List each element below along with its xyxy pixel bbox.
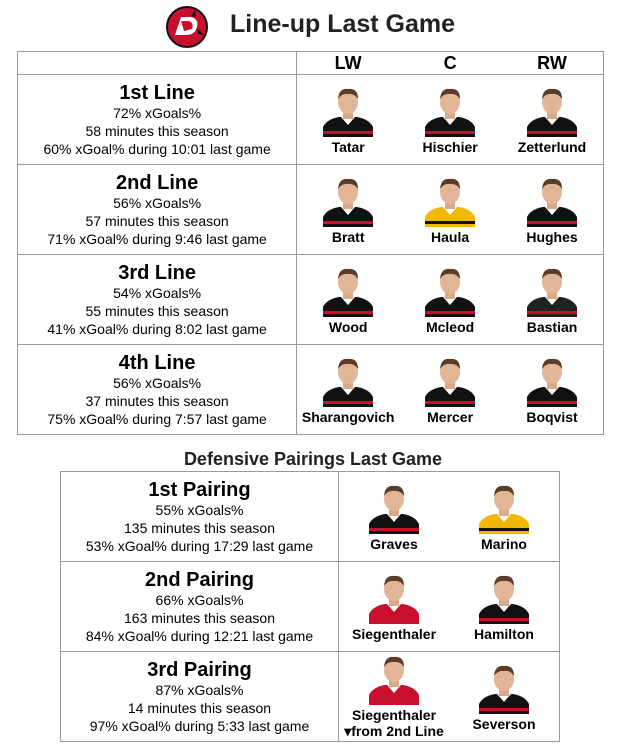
player-headshot-icon [525,355,579,407]
line-last-game: 75% xGoal% during 7:57 last game [47,410,267,427]
player-name: Marino [481,535,527,552]
line-xgoals: 56% xGoals% [113,374,202,391]
player-name: Haula [431,228,470,245]
line-last-game: 41% xGoal% during 8:02 last game [47,320,267,337]
pairing-name: 1st Pairing [148,478,251,501]
devils-logo-icon [164,5,210,49]
player-name: Severson [472,715,536,732]
defense-title: Defensive Pairings Last Game [183,449,443,469]
line-row [18,255,604,345]
forward-header-row [18,52,604,75]
header-rw: RW [537,52,567,73]
player-headshot-icon [367,572,421,624]
player-name: Tatar [331,138,365,155]
player-card [504,265,600,335]
player-name: Bastian [526,318,578,335]
line-last-game: 60% xGoal% during 10:01 last game [43,140,271,157]
line-row [18,345,604,435]
player-name: Bratt [331,228,365,245]
pairing-last-game: 97% xGoal% during 5:33 last game [89,717,310,734]
line-info [18,82,296,158]
player-name: Mercer [427,408,474,425]
player-name: Hischier [422,138,478,155]
player-card [339,482,449,552]
line-name: 4th Line [118,351,196,374]
player-card [402,265,498,335]
pairing-last-game: 53% xGoal% during 17:29 last game [85,537,314,554]
line-xgoals: 54% xGoals% [113,284,202,301]
page-title: Line-up Last Game [230,10,456,38]
header-spacer [18,52,297,75]
line-minutes: 57 minutes this season [85,212,229,229]
player-headshot-icon [367,653,421,705]
player-headshot-icon [321,355,375,407]
pairing-row [61,652,560,742]
line-info [18,262,296,338]
player-name: Wood [328,318,368,335]
header-c: C [443,52,457,73]
player-card [504,175,600,245]
player-card [504,85,600,155]
player-name: Siegenthaler [351,707,437,723]
line-name: 1st Line [119,81,195,104]
player-note: ▾from 2nd Line [344,723,444,739]
player-headshot-icon [477,572,531,624]
player-headshot-icon [321,265,375,317]
header [0,0,626,50]
line-minutes: 55 minutes this season [85,302,229,319]
defense-pairings-table [60,471,560,742]
player-card [449,572,559,642]
player-card [339,572,449,642]
pairing-xgoals: 87% xGoals% [155,681,244,698]
player-headshot-icon [321,85,375,137]
pairing-info [61,659,338,735]
pairing-minutes: 135 minutes this season [124,519,275,536]
pairing-name: 3rd Pairing [147,658,252,681]
line-name: 2nd Line [115,171,199,194]
player-name: Boqvist [526,408,578,425]
player-name: Mcleod [425,318,475,335]
player-card [402,355,498,425]
player-card [449,482,559,552]
player-headshot-icon [423,265,477,317]
player-headshot-icon [423,85,477,137]
player-headshot-icon [423,175,477,227]
line-last-game: 71% xGoal% during 9:46 last game [47,230,267,247]
pairing-xgoals: 55% xGoals% [155,501,244,518]
pairing-xgoals: 66% xGoals% [155,591,244,608]
forward-lines-table [17,51,604,435]
player-card [300,355,396,425]
player-card [300,175,396,245]
line-xgoals: 56% xGoals% [113,194,202,211]
player-headshot-icon [321,175,375,227]
pairing-row [61,562,560,652]
pairing-minutes: 163 minutes this season [124,609,275,626]
line-info [18,352,296,428]
player-headshot-icon [525,175,579,227]
player-card [402,85,498,155]
player-name: Graves [370,535,418,552]
player-name: Hughes [526,228,578,245]
player-headshot-icon [423,355,477,407]
pairing-last-game: 84% xGoal% during 12:21 last game [85,627,314,644]
player-headshot-icon [525,265,579,317]
player-card [339,653,449,740]
player-card [504,355,600,425]
header-lw: LW [334,52,362,73]
player-headshot-icon [525,85,579,137]
line-row [18,75,604,165]
line-minutes: 37 minutes this season [85,392,229,409]
player-name: Zetterlund [517,138,587,155]
line-minutes: 58 minutes this season [85,122,229,139]
player-headshot-icon [367,482,421,534]
player-name: Siegenthaler [351,625,437,642]
player-headshot-icon [477,482,531,534]
pairing-info [61,479,338,555]
player-card [402,175,498,245]
player-card [449,662,559,732]
line-name: 3rd Line [118,261,196,284]
pairing-name: 2nd Pairing [145,568,254,591]
line-row [18,165,604,255]
player-name: Hamilton [474,625,534,642]
player-name: Sharangovich [301,408,395,425]
pairing-info [61,569,338,645]
player-headshot-icon [477,662,531,714]
player-card [300,85,396,155]
player-card [300,265,396,335]
line-xgoals: 72% xGoals% [113,104,202,121]
line-info [18,172,296,248]
pairing-row [61,472,560,562]
pairing-minutes: 14 minutes this season [127,699,272,716]
